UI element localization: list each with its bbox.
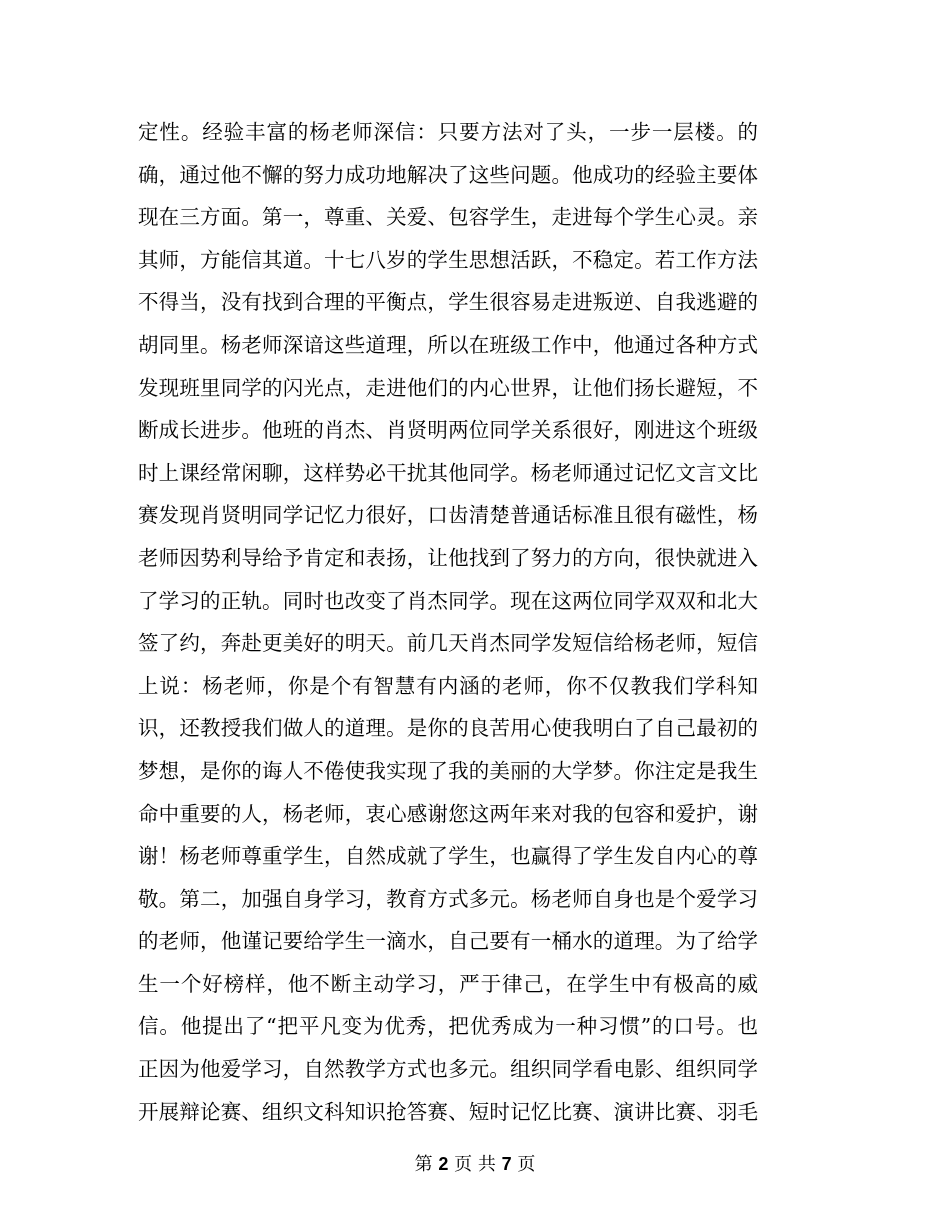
text-line-9: 时上课经常闲聊，这样势必干扰其他同学。杨老师通过记忆文言文比 bbox=[138, 460, 758, 485]
text-line-22: 信。他提出了“把平凡变为优秀，把优秀成为一种习惯”的口号。也 bbox=[138, 1014, 758, 1039]
footer-middle: 页 共 bbox=[454, 1154, 496, 1175]
text-line-2: 确，通过他不懈的努力成功地解决了这些问题。他成功的经验主要体 bbox=[138, 162, 758, 187]
text-line-1: 定性。经验丰富的杨老师深信：只要方法对了头，一步一层楼。的 bbox=[138, 120, 758, 144]
text-line-20: 的老师，他谨记要给学生一滴水，自己要有一桶水的道理。为了给学 bbox=[138, 929, 758, 954]
footer-prefix: 第 bbox=[414, 1154, 433, 1175]
text-line-12: 了学习的正轨。同时也改变了肖杰同学。现在这两位同学双双和北大 bbox=[138, 588, 758, 613]
text-line-24: 开展辩论赛、组织文科知识抢答赛、短时记忆比赛、演讲比赛、羽毛 bbox=[138, 1099, 758, 1124]
footer-suffix: 页 bbox=[517, 1154, 536, 1175]
current-page-number: 2 bbox=[438, 1154, 449, 1174]
text-line-4: 其师，方能信其道。十七八岁的学生思想活跃，不稳定。若工作方法 bbox=[138, 247, 758, 272]
text-line-18: 谢！杨老师尊重学生，自然成就了学生，也赢得了学生发自内心的尊 bbox=[138, 844, 758, 869]
total-pages-number: 7 bbox=[501, 1154, 512, 1174]
text-line-19: 敬。第二，加强自身学习，教育方式多元。杨老师自身也是个爱学习 bbox=[138, 886, 758, 911]
text-line-23: 正因为他爱学习，自然教学方式也多元。组织同学看电影、组织同学 bbox=[138, 1057, 758, 1082]
text-line-11: 老师因势利导给予肯定和表扬，让他找到了努力的方向，很快就进入 bbox=[138, 545, 758, 570]
text-line-13: 签了约，奔赴更美好的明天。前几天肖杰同学发短信给杨老师，短信 bbox=[138, 631, 758, 656]
text-line-7: 发现班里同学的闪光点，走进他们的内心世界，让他们扬长避短，不 bbox=[138, 375, 758, 400]
text-line-21: 生一个好榜样，他不断主动学习，严于律己，在学生中有极高的威 bbox=[138, 971, 758, 996]
page-number-footer bbox=[0, 1152, 950, 1177]
text-line-3: 现在三方面。第一，尊重、关爱、包容学生，走进每个学生心灵。亲 bbox=[138, 205, 758, 230]
text-line-15: 识，还教授我们做人的道理。是你的良苦用心使我明白了自己最初的 bbox=[138, 716, 758, 741]
text-line-5: 不得当，没有找到合理的平衡点，学生很容易走进叛逆、自我逃避的 bbox=[138, 290, 758, 315]
text-line-10: 赛发现肖贤明同学记忆力很好，口齿清楚普通话标准且很有磁性，杨 bbox=[138, 503, 758, 528]
text-line-14: 上说：杨老师，你是个有智慧有内涵的老师，你不仅教我们学科知 bbox=[138, 673, 758, 698]
text-line-16: 梦想，是你的诲人不倦使我实现了我的美丽的大学梦。你注定是我生 bbox=[138, 758, 758, 783]
text-line-8: 断成长进步。他班的肖杰、肖贤明两位同学关系很好，刚进这个班级 bbox=[138, 418, 758, 443]
text-line-6: 胡同里。杨老师深谙这些道理，所以在班级工作中，他通过各种方式 bbox=[138, 332, 758, 357]
body-paragraph bbox=[138, 111, 758, 1133]
text-line-17: 命中重要的人，杨老师，衷心感谢您这两年来对我的包容和爱护，谢 bbox=[138, 801, 758, 826]
